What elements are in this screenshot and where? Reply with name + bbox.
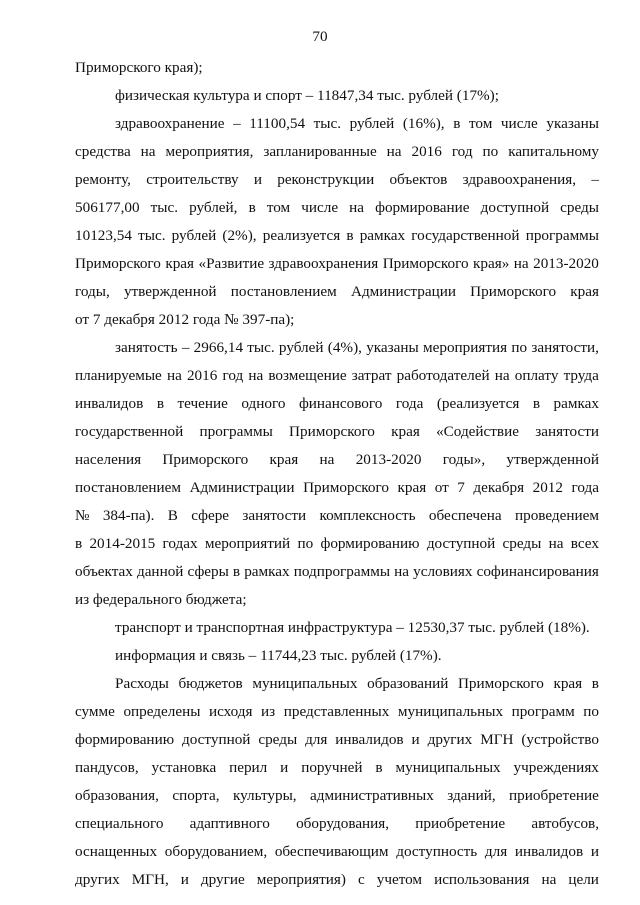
text-line: 10123,54 тыс. рублей (2%), реализуется в рамках государственной программы (75, 227, 599, 244)
text-line: Приморского края); (75, 59, 203, 76)
text-line: планируемые на 2016 год на возмещение затрат работодателей на оплату труда (75, 367, 599, 384)
text-line: от 7 декабря 2012 года № 397-па); (75, 311, 295, 328)
text-line: сумме определены исходя из представленных муниципальных программ по (75, 703, 599, 720)
text-line: государственной программы Приморского края «Содействие занятости (75, 423, 599, 440)
text-line: физическая культура и спорт – 11847,34 тыс. рублей (17%); (115, 87, 499, 104)
text-line: Расходы бюджетов муниципальных образований Приморского края в (115, 675, 599, 692)
text-line: постановлением Администрации Приморского края от 7 декабря 2012 года (75, 479, 599, 496)
text-line: № 384-па). В сфере занятости комплексность обеспечена проведением (75, 507, 599, 524)
text-line: инвалидов в течение одного финансового года (реализуется в рамках (75, 395, 599, 412)
text-line: 506177,00 тыс. рублей, в том числе на формирование доступной среды (75, 199, 599, 216)
text-line: в 2014-2015 годах мероприятий по формированию доступной среды на всех (75, 535, 599, 552)
text-line: оснащенных оборудованием, обеспечивающим доступность для инвалидов и (75, 843, 599, 860)
text-line: Приморского края «Развитие здравоохранения Приморского края» на 2013-2020 (75, 255, 599, 272)
text-line: других МГН, и другие мероприятия) с учетом использования на цели (75, 871, 599, 888)
page-number: 70 (312, 28, 328, 45)
text-line: формированию доступной среды для инвалидов и других МГН (устройство (75, 731, 599, 748)
text-line: информация и связь – 11744,23 тыс. рублей (17%). (115, 647, 442, 664)
text-line: ремонту, строительству и реконструкции объектов здравоохранения, – (75, 171, 599, 188)
text-line: из федерального бюджета; (75, 591, 247, 608)
text-line: пандусов, установка перил и поручней в муниципальных учреждениях (75, 759, 599, 776)
text-line: средства на мероприятия, запланированные на 2016 год по капитальному (75, 143, 599, 160)
text-line: специального адаптивного оборудования, приобретение автобусов, (75, 815, 599, 832)
text-line: объектах данной сферы в рамках подпрограммы на условиях софинансирования (75, 563, 599, 580)
text-line: населения Приморского края на 2013-2020 годы», утвержденной (75, 451, 599, 468)
text-line: занятость – 2966,14 тыс. рублей (4%), указаны мероприятия по занятости, (115, 339, 599, 356)
text-line: годы, утвержденной постановлением Администрации Приморского края (75, 283, 599, 300)
text-line: транспорт и транспортная инфраструктура – 12530,37 тыс. рублей (18%). (115, 619, 590, 636)
text-line: образования, спорта, культуры, административных зданий, приобретение (75, 787, 599, 804)
text-line: здравоохранение – 11100,54 тыс. рублей (16%), в том числе указаны (115, 115, 599, 132)
